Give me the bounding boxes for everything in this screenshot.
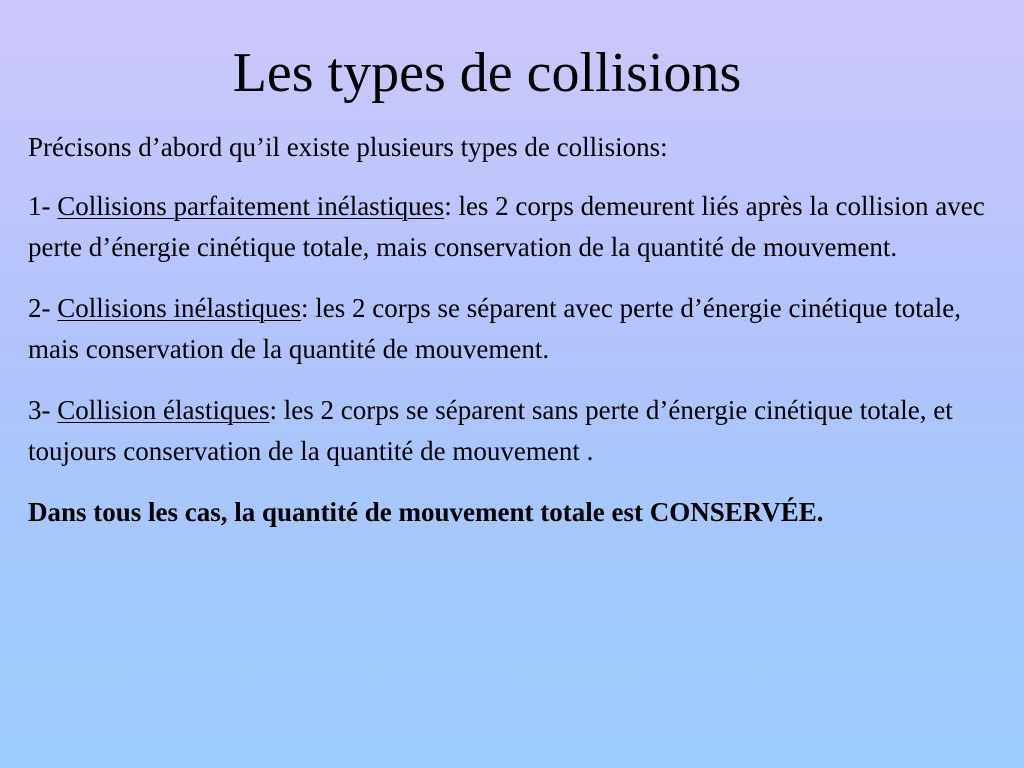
conclusion-text: Dans tous les cas, la quantité de mouvement totale est CONSERVÉE. <box>28 497 824 527</box>
slide-title: Les types de collisions <box>232 42 742 104</box>
list-item <box>28 186 1013 268</box>
item-term: Collisions parfaitement inélastiques <box>57 191 445 221</box>
item-number: 3- <box>28 395 58 425</box>
list-item <box>28 390 1013 472</box>
item-description: : les 2 corps demeurent liés après la collision avec perte d’énergie cinétique totale, mais conservation de la quantité de mouvement. <box>28 191 985 262</box>
item-number: 1- <box>28 191 58 221</box>
item-number: 2- <box>28 293 58 323</box>
item-term: Collision élastiques <box>57 395 270 425</box>
slide-body <box>28 127 1013 533</box>
list-item <box>28 288 1013 370</box>
item-description: : les 2 corps se séparent avec perte d’énergie cinétique totale, mais conservation de la quantité de mouvement. <box>28 293 961 364</box>
item-description: : les 2 corps se séparent sans perte d’énergie cinétique totale, et toujours conservation de la quantité de mouvement . <box>28 395 953 466</box>
intro-text: Précisons d’abord qu’il existe plusieurs types de collisions: <box>28 132 668 162</box>
item-term: Collisions inélastiques <box>57 293 302 323</box>
